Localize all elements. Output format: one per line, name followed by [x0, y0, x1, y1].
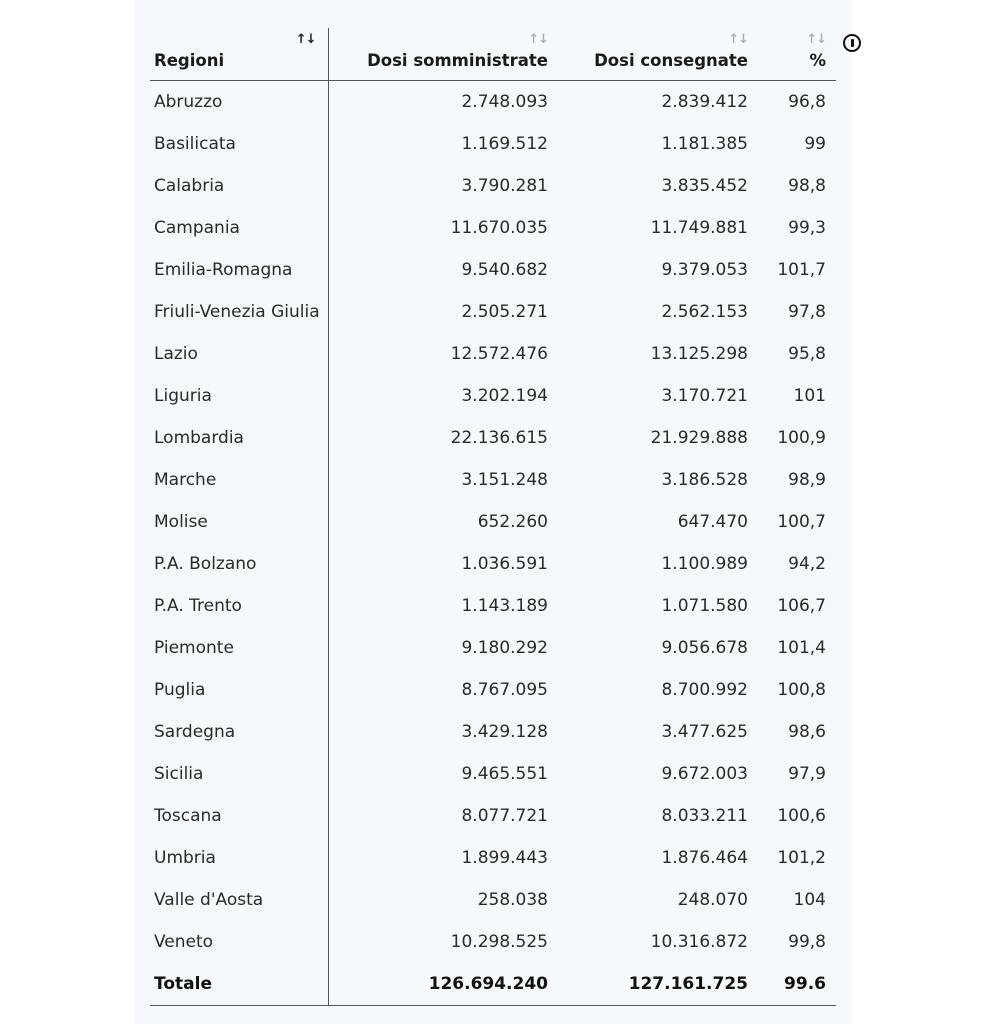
dosi-somministrate-cell: 9.465.551	[461, 764, 548, 784]
percent-cell: 99,8	[788, 932, 826, 952]
table-row	[150, 291, 836, 333]
sort-arrows-icon[interactable]: ↑↓	[728, 32, 748, 47]
dosi-somministrate-cell: 1.899.443	[461, 848, 548, 868]
table-row	[150, 375, 836, 417]
table-row	[150, 249, 836, 291]
dosi-consegnate-cell: 13.125.298	[650, 344, 748, 364]
region-cell: Valle d'Aosta	[150, 879, 328, 921]
region-cell: Abruzzo	[150, 81, 328, 124]
table-body	[150, 81, 836, 1006]
column-header-percent[interactable]	[758, 28, 836, 81]
percent-cell: 97,8	[788, 302, 826, 322]
table-row	[150, 123, 836, 165]
dosi-consegnate-cell: 1.876.464	[661, 848, 748, 868]
total-dosi-somministrate-cell: 126.694.240	[328, 963, 558, 1006]
region-cell: Sardegna	[150, 711, 328, 753]
total-row	[150, 963, 836, 1006]
percent-cell: 100,9	[777, 428, 826, 448]
table-row	[150, 879, 836, 921]
percent-cell: 97,9	[788, 764, 826, 784]
table-row	[150, 81, 836, 124]
table-row	[150, 921, 836, 963]
region-cell: Campania	[150, 207, 328, 249]
percent-cell: 96,8	[788, 92, 826, 112]
dosi-somministrate-cell: 1.169.512	[461, 134, 548, 154]
dosi-consegnate-cell: 3.170.721	[661, 386, 748, 406]
column-header-regioni[interactable]	[150, 28, 328, 81]
dosi-consegnate-cell: 248.070	[677, 890, 748, 910]
dosi-somministrate-cell: 652.260	[477, 512, 548, 532]
percent-cell: 101,7	[777, 260, 826, 280]
percent-cell: 99	[804, 134, 826, 154]
percent-cell: 101,2	[777, 848, 826, 868]
table-header	[150, 28, 836, 81]
percent-cell: 104	[793, 890, 826, 910]
info-icon-glyph	[851, 39, 854, 47]
region-cell: P.A. Trento	[150, 585, 328, 627]
region-cell: Lombardia	[150, 417, 328, 459]
dosi-somministrate-cell: 8.767.095	[461, 680, 548, 700]
percent-cell: 99,3	[788, 218, 826, 238]
dosi-somministrate-cell: 8.077.721	[461, 806, 548, 826]
percent-cell: 100,6	[777, 806, 826, 826]
dosi-consegnate-cell: 8.700.992	[661, 680, 748, 700]
region-cell: Emilia-Romagna	[150, 249, 328, 291]
dosi-consegnate-cell: 1.181.385	[661, 134, 748, 154]
dosi-somministrate-cell: 12.572.476	[450, 344, 548, 364]
sort-arrows-icon[interactable]: ↑↓	[528, 32, 548, 47]
dosi-somministrate-cell: 2.748.093	[461, 92, 548, 112]
total-percent-cell: 99.6	[758, 963, 836, 1006]
table-row	[150, 207, 836, 249]
dosi-consegnate-cell: 2.562.153	[661, 302, 748, 322]
dosi-somministrate-cell: 1.143.189	[461, 596, 548, 616]
header-row	[150, 28, 836, 81]
table-row	[150, 417, 836, 459]
sort-arrows-icon[interactable]: ↑↓	[806, 32, 826, 47]
percent-cell: 100,7	[777, 512, 826, 532]
region-cell: Friuli-Venezia Giulia	[150, 291, 328, 333]
dosi-consegnate-cell: 3.835.452	[661, 176, 748, 196]
dosi-consegnate-cell: 11.749.881	[650, 218, 748, 238]
dosi-consegnate-cell: 3.477.625	[661, 722, 748, 742]
region-cell: Marche	[150, 459, 328, 501]
column-header-dosi-somministrate[interactable]	[328, 28, 558, 81]
sort-arrows-icon[interactable]: ↑↓	[295, 32, 316, 47]
region-cell: Puglia	[150, 669, 328, 711]
region-cell: Toscana	[150, 795, 328, 837]
dosi-somministrate-cell: 11.670.035	[450, 218, 548, 238]
table-row	[150, 501, 836, 543]
total-region-cell: Totale	[150, 963, 328, 1006]
percent-cell: 94,2	[788, 554, 826, 574]
dosi-somministrate-cell: 258.038	[477, 890, 548, 910]
table-row	[150, 333, 836, 375]
percent-cell: 101	[793, 386, 826, 406]
dosi-consegnate-cell: 10.316.872	[650, 932, 748, 952]
percent-cell: 101,4	[777, 638, 826, 658]
column-header-label: Regioni	[154, 51, 225, 70]
region-cell: Basilicata	[150, 123, 328, 165]
dosi-consegnate-cell: 21.929.888	[650, 428, 748, 448]
percent-cell: 106,7	[777, 596, 826, 616]
dosi-somministrate-cell: 3.429.128	[461, 722, 548, 742]
region-cell: P.A. Bolzano	[150, 543, 328, 585]
table-row	[150, 795, 836, 837]
percent-cell: 98,6	[788, 722, 826, 742]
percent-cell: 98,8	[788, 176, 826, 196]
total-dosi-consegnate-cell: 127.161.725	[558, 963, 758, 1006]
table-row	[150, 627, 836, 669]
table-row	[150, 753, 836, 795]
column-header-label: Dosi somministrate	[367, 51, 548, 70]
dosi-somministrate-cell: 3.790.281	[461, 176, 548, 196]
dosi-somministrate-cell: 9.540.682	[461, 260, 548, 280]
region-cell: Veneto	[150, 921, 328, 963]
table-row	[150, 459, 836, 501]
dosi-consegnate-cell: 647.470	[677, 512, 748, 532]
dosi-consegnate-cell: 2.839.412	[661, 92, 748, 112]
dosi-consegnate-cell: 1.100.989	[661, 554, 748, 574]
dosi-consegnate-cell: 8.033.211	[661, 806, 748, 826]
dosi-consegnate-cell: 3.186.528	[661, 470, 748, 490]
dosi-somministrate-cell: 3.202.194	[461, 386, 548, 406]
dosi-somministrate-cell: 22.136.615	[450, 428, 548, 448]
region-cell: Liguria	[150, 375, 328, 417]
percent-cell: 95,8	[788, 344, 826, 364]
percent-cell: 98,9	[788, 470, 826, 490]
table-row	[150, 837, 836, 879]
column-header-label: Dosi consegnate	[594, 51, 748, 70]
dosi-consegnate-cell: 9.379.053	[661, 260, 748, 280]
dosi-somministrate-cell: 10.298.525	[450, 932, 548, 952]
percent-cell: 100,8	[777, 680, 826, 700]
column-header-dosi-consegnate[interactable]	[558, 28, 758, 81]
dosi-somministrate-cell: 2.505.271	[461, 302, 548, 322]
table-row	[150, 711, 836, 753]
dosi-somministrate-cell: 9.180.292	[461, 638, 548, 658]
region-cell: Piemonte	[150, 627, 328, 669]
table-row	[150, 669, 836, 711]
dosi-consegnate-cell: 9.672.003	[661, 764, 748, 784]
regions-data-table	[150, 28, 836, 1006]
table-row	[150, 165, 836, 207]
region-cell: Lazio	[150, 333, 328, 375]
table-row	[150, 543, 836, 585]
info-icon[interactable]	[843, 34, 861, 52]
region-cell: Umbria	[150, 837, 328, 879]
region-cell: Calabria	[150, 165, 328, 207]
dosi-somministrate-cell: 1.036.591	[461, 554, 548, 574]
table-row	[150, 585, 836, 627]
dosi-consegnate-cell: 1.071.580	[661, 596, 748, 616]
dosi-somministrate-cell: 3.151.248	[461, 470, 548, 490]
dosi-consegnate-cell: 9.056.678	[661, 638, 748, 658]
column-header-label: %	[809, 51, 826, 70]
region-cell: Sicilia	[150, 753, 328, 795]
region-cell: Molise	[150, 501, 328, 543]
